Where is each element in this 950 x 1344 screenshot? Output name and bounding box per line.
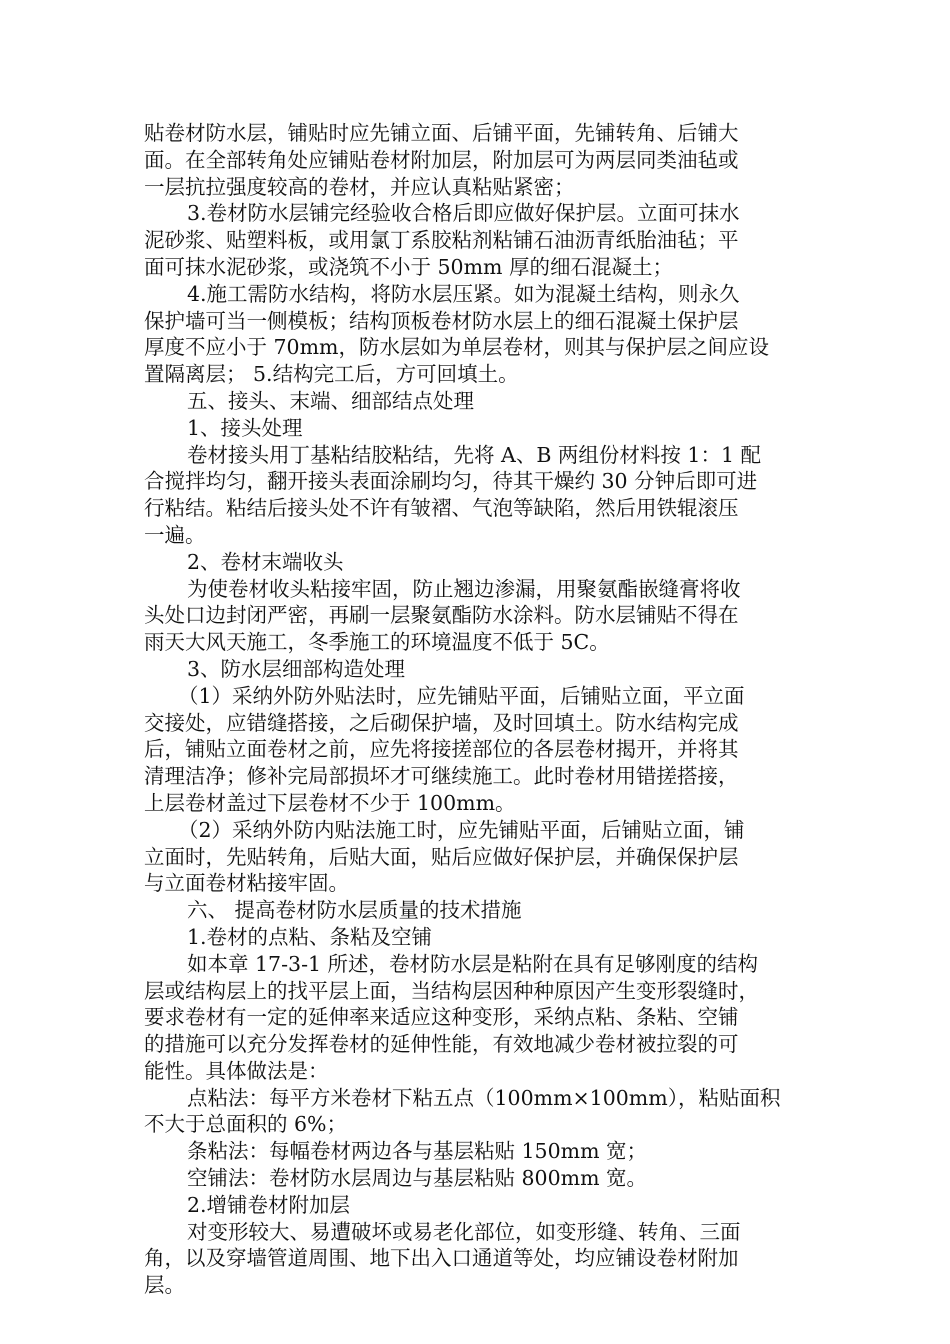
text-line: 雨天大风天施工，冬季施工的环境温度不低于 5C。 xyxy=(144,630,610,655)
text-line: 角，以及穿墙管道周围、地下出入口通道等处，均应铺设卷材附加 xyxy=(144,1246,739,1271)
text-line: 交接处，应错缝搭接，之后砌保护墙，及时回填土。防水结构完成 xyxy=(144,710,739,735)
method-line-empty: 空铺法：卷材防水层周边与基层粘贴 800mm 宽。 xyxy=(187,1166,648,1191)
text-line: 不大于总面积的 6%； xyxy=(144,1112,348,1137)
text-line: 保护墙可当一侧模板；结构顶板卷材防水层上的细石混凝土保护层 xyxy=(144,308,739,333)
text-line: 泥砂浆、贴塑料板，或用氯丁系胶粘剂粘铺石油沥青纸胎油毡；平 xyxy=(144,228,739,253)
subheading-extra-layer: 2.增铺卷材附加层 xyxy=(187,1192,351,1217)
paragraph-line-4: 4.施工需防水结构，将防水层压紧。如为混凝土结构，则永久 xyxy=(187,281,740,306)
text-line: 层。 xyxy=(144,1273,185,1298)
method-line-point: 点粘法：每平方米卷材下粘五点（100mm×100mm），粘贴面积 xyxy=(187,1085,781,1110)
text-line: 一层抗拉强度较高的卷材，并应认真粘贴紧密； xyxy=(144,174,575,199)
paragraph-line-spot: 如本章 17-3-1 所述，卷材防水层是粘附在具有足够刚度的结构 xyxy=(187,951,759,976)
text-line: 层或结构层上的找平层上面，当结构层因种种原因产生变形裂缝时， xyxy=(144,978,759,1003)
text-line: 厚度不应小于 70mm，防水层如为单层卷材，则其与保护层之间应设 xyxy=(144,335,769,360)
subheading-end: 2、卷材末端收头 xyxy=(187,549,344,574)
method-line-strip: 条粘法：每幅卷材两边各与基层粘贴 150mm 宽； xyxy=(187,1139,648,1164)
text-line: 的措施可以充分发挥卷材的延伸性能，有效地减少卷材被拉裂的可 xyxy=(144,1032,739,1057)
subheading-joint: 1、接头处理 xyxy=(187,415,303,440)
text-line: 面可抹水泥砂浆，或浇筑不小于 50mm 厚的细石混凝土； xyxy=(144,254,673,279)
text-line: 贴卷材防水层，铺贴时应先铺立面、后铺平面，先铺转角、后铺大 xyxy=(144,121,739,145)
paragraph-line-end: 为使卷材收头粘接牢固，防止翘边渗漏，用聚氨酯嵌缝膏将收 xyxy=(187,576,741,601)
text-line: 能性。具体做法是： xyxy=(144,1058,329,1083)
paragraph-line-3: 3.卷材防水层铺完经验收合格后即应做好保护层。立面可抹水 xyxy=(187,201,740,226)
text-line: 清理洁净；修补完局部损坏才可继续施工。此时卷材用错搓搭接， xyxy=(144,764,739,789)
text-line: 合搅拌均匀，翻开接头表面涂刷均匀，待其干燥约 30 分钟后即可进 xyxy=(144,469,758,494)
section-heading-5: 五、接头、末端、细部结点处理 xyxy=(187,388,474,413)
text-line: 面。在全部转角处应铺贴卷材附加层，附加层可为两层同类油毡或 xyxy=(144,147,739,172)
paragraph-line-joint: 卷材接头用丁基粘结胶粘结，先将 A、B 两组份材料按 1：1 配 xyxy=(187,442,762,467)
paragraph-line-extra: 对变形较大、易遭破坏或易老化部位，如变形缝、转角、三面 xyxy=(187,1219,741,1244)
text-line: 置隔离层； 5.结构完工后，方可回填土。 xyxy=(144,362,519,387)
text-line: 与立面卷材粘接牢固。 xyxy=(144,871,349,896)
document-body xyxy=(144,120,808,1299)
text-line: 要求卷材有一定的延伸率来适应这种变形，采纳点粘、条粘、空铺 xyxy=(144,1005,739,1030)
text-line: 上层卷材盖过下层卷材不少于 100mm。 xyxy=(144,790,516,815)
text-line: 后，铺贴立面卷材之前，应先将接搓部位的各层卷材揭开，并将其 xyxy=(144,737,739,762)
text-line: 行粘结。粘结后接头处不许有皱褶、气泡等缺陷，然后用铁辊滚压 xyxy=(144,496,739,521)
text-line: 立面时，先贴转角，后贴大面，贴后应做好保护层，并确保保护层 xyxy=(144,844,739,869)
subheading-detail: 3、防水层细部构造处理 xyxy=(187,656,406,681)
text-line: 一遍。 xyxy=(144,522,206,547)
section-heading-6: 六、 提高卷材防水层质量的技术措施 xyxy=(187,898,522,923)
paragraph-line-detail-2: （2）采纳外防内贴法施工时，应先铺贴平面，后铺贴立面，铺 xyxy=(178,817,745,842)
text-line: 头处口边封闭严密，再刷一层聚氨酯防水涂料。防水层铺贴不得在 xyxy=(144,603,739,628)
paragraph-line-detail-1: （1）采纳外防外贴法时，应先铺贴平面，后铺贴立面，平立面 xyxy=(178,683,745,708)
subheading-spot: 1.卷材的点粘、条粘及空铺 xyxy=(187,924,433,949)
